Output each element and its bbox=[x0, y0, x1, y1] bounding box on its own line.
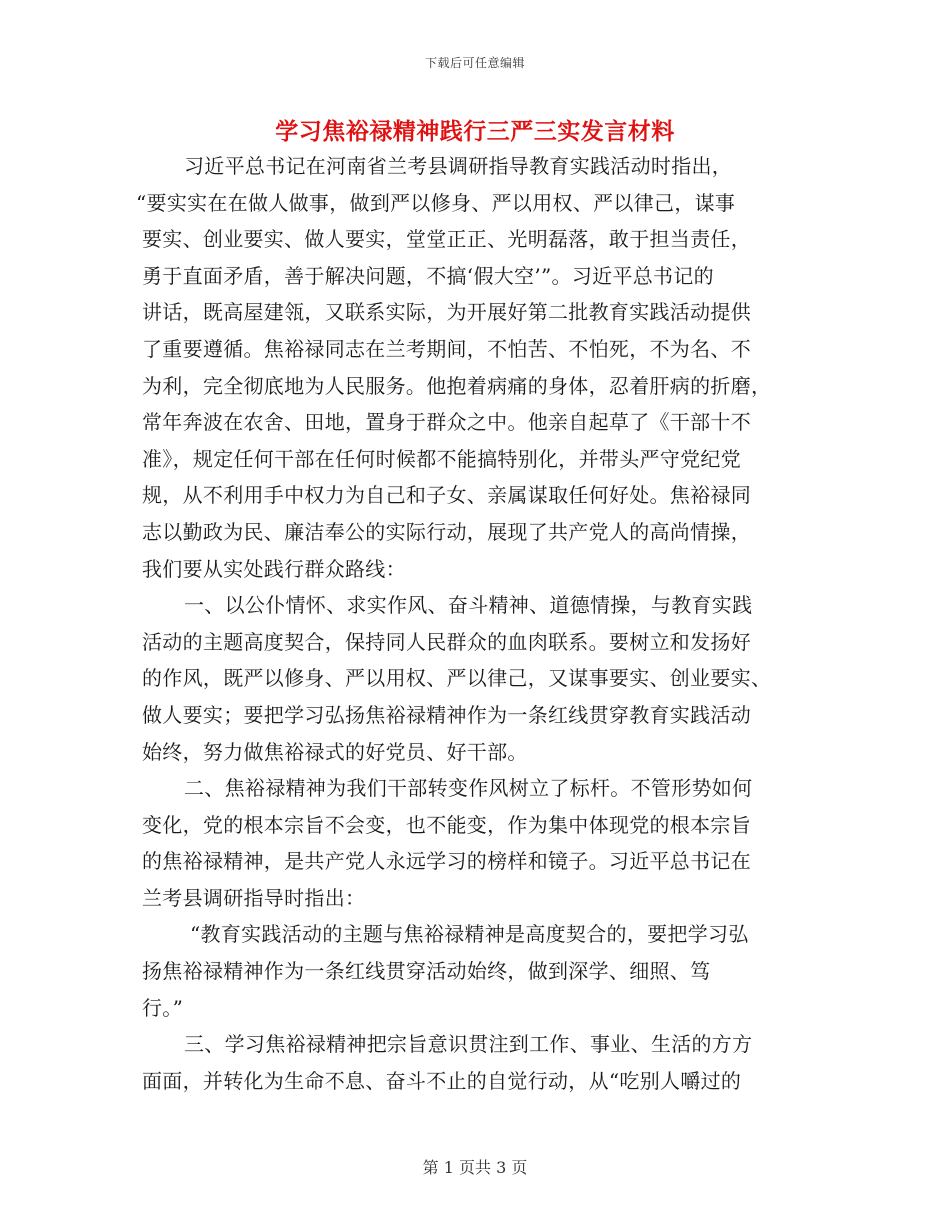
header-note: 下载后可任意编辑 bbox=[424, 56, 525, 70]
text-line: 面面，并转化为生命不息、奋斗不止的自觉行动，从“吃别人嚼过的 bbox=[142, 1068, 742, 1093]
text-line: 我们要从实处践行群众路线： bbox=[142, 556, 406, 581]
text-line: 的作风，既严以修身、严以用权、严以律己，又谋事要实、创业要实、 bbox=[142, 666, 772, 691]
page-footer: 第 1 页共 3 页 bbox=[422, 1158, 528, 1177]
text-line: “教育实践活动的主题与焦裕禄精神是高度契合的，要把学习弘 bbox=[190, 922, 749, 947]
text-line: 习近平总书记在河南省兰考县调研指导教育实践活动时指出， bbox=[184, 154, 733, 178]
text-line: 行。” bbox=[142, 995, 184, 1020]
text-line: 一、以公仆情怀、求实作风、奋斗精神、道德情操，与教育实践 bbox=[184, 593, 753, 618]
text-line: 要实、创业要实、做人要实，堂堂正正、光明磊落，敢于担当责任， bbox=[142, 227, 751, 252]
text-line: 扬焦裕禄精神作为一条红线贯穿活动始终，做到深学、细照、笃 bbox=[142, 959, 711, 984]
text-line: 勇于直面矛盾，善于解决问题，不搞‘假大空’”。习近平总书记的 bbox=[142, 263, 714, 288]
text-line: 讲话，既高屋建瓴，又联系实际，为开展好第二批教育实践活动提供 bbox=[142, 300, 751, 325]
text-line: 始终，努力做焦裕禄式的好党员、好干部。 bbox=[142, 739, 528, 764]
document-title: 学习焦裕禄精神践行三严三实发言材料 bbox=[275, 119, 675, 145]
document-body bbox=[136, 148, 812, 1099]
text-line: 活动的主题高度契合，保持同人民群众的血肉联系。要树立和发扬好 bbox=[142, 629, 751, 654]
text-line: 二、焦裕禄精神为我们干部转变作风树立了标杆。不管形势如何 bbox=[184, 776, 753, 801]
text-line: 兰考县调研指导时指出： bbox=[142, 885, 366, 910]
text-line: 为利，完全彻底地为人民服务。他抱着病痛的身体，忍着肝病的折磨， bbox=[142, 373, 772, 398]
text-line: 了重要遵循。焦裕禄同志在兰考期间，不怕苦、不怕死，不为名、不 bbox=[142, 336, 751, 361]
text-line: 规，从不利用手中权力为自己和子女、亲属谋取任何好处。焦裕禄同 bbox=[142, 483, 751, 508]
text-line: 变化，党的根本宗旨不会变，也不能变，作为集中体现党的根本宗旨 bbox=[142, 812, 751, 837]
text-line: “要实实在在做人做事，做到严以修身、严以用权、严以律己，谋事 bbox=[136, 190, 736, 215]
text-line: 三、学习焦裕禄精神把宗旨意识贯注到工作、事业、生活的方方 bbox=[184, 1032, 753, 1057]
text-line: 志以勤政为民、廉洁奉公的实际行动，展现了共产党人的高尚情操， bbox=[142, 519, 751, 544]
text-line: 常年奔波在农舍、田地，置身于群众之中。他亲自起草了《干部十不 bbox=[142, 410, 751, 435]
text-line: 做人要实；要把学习弘扬焦裕禄精神作为一条红线贯穿教育实践活动 bbox=[142, 702, 751, 727]
text-line: 的焦裕禄精神，是共产党人永远学习的榜样和镜子。习近平总书记在 bbox=[142, 849, 751, 874]
text-line: 准》，规定任何干部在任何时候都不能搞特别化，并带头严守党纪党 bbox=[142, 446, 741, 471]
